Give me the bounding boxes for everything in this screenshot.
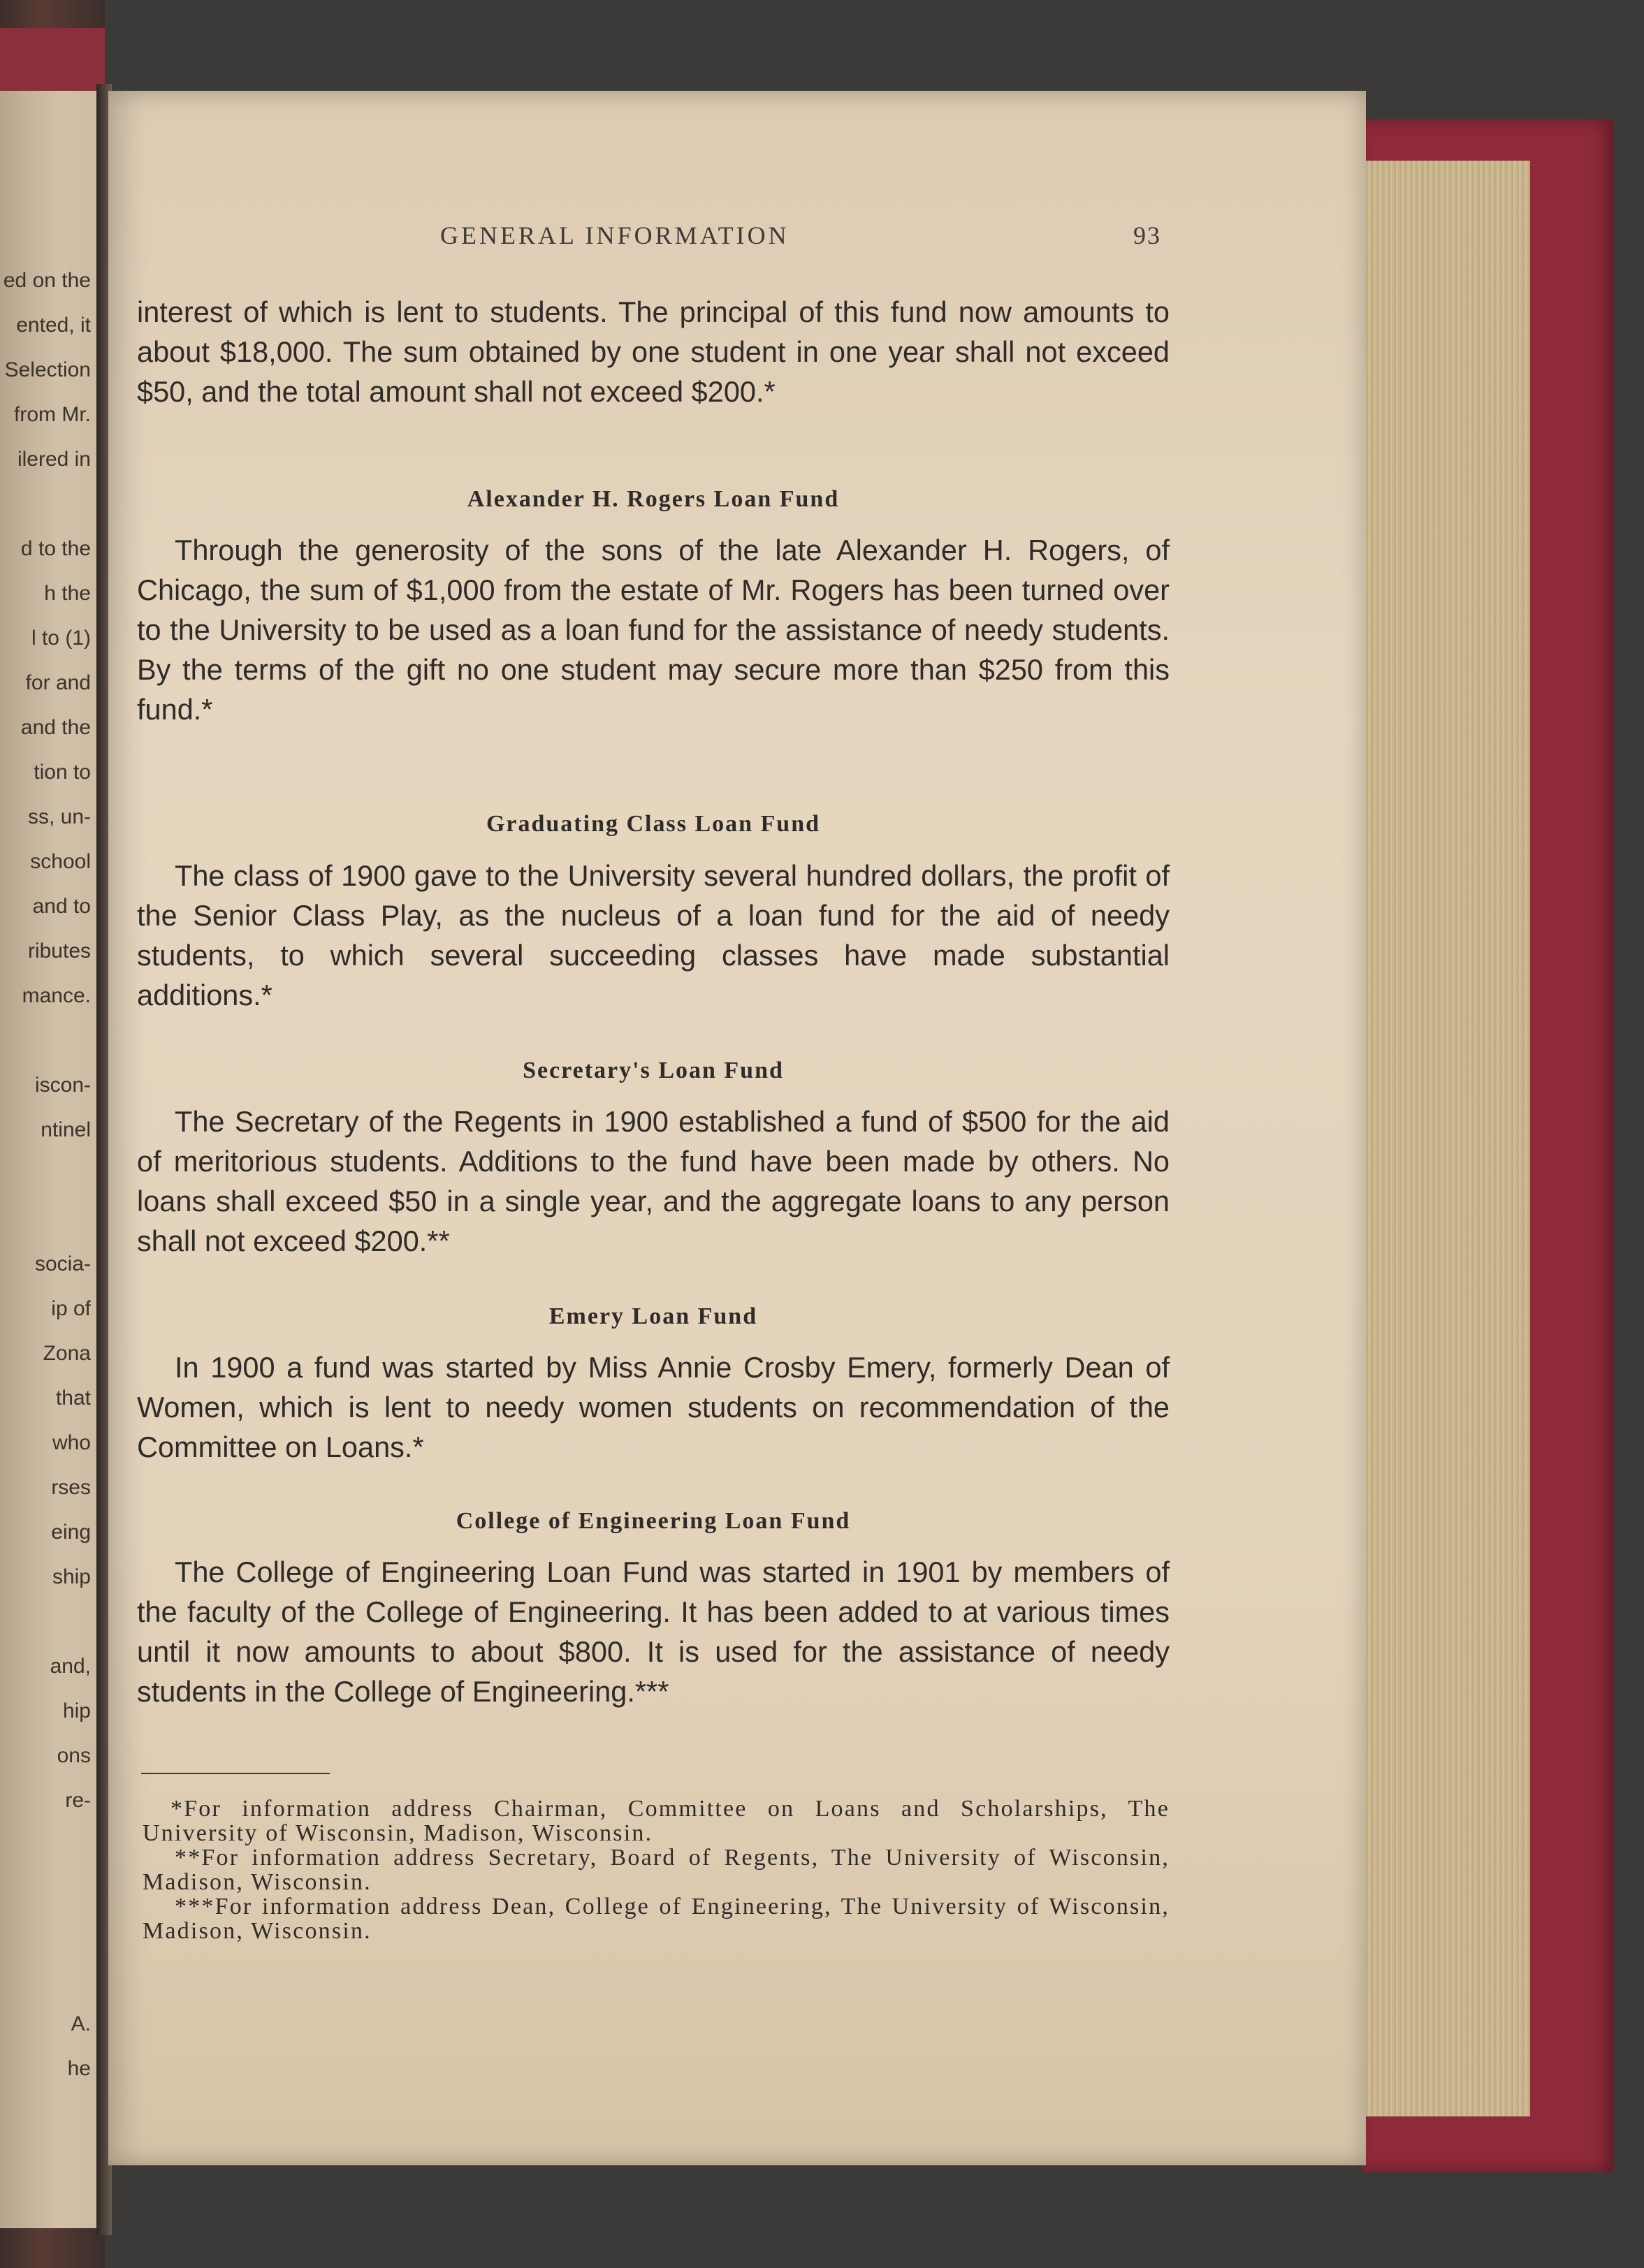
section-body-graduating-class: The class of 1900 gave to the University several hundred dollars, the profit of the Senior Class Play, as the nucleus of a loan fund for the aid of needy students, to which several succeeding classes have made substantial additions.* xyxy=(137,859,1170,1011)
previous-page-fragment: l to (1) xyxy=(31,627,91,650)
footnote: ***For information address Dean, College of Engineering, The University of Wisconsin, Madison, Wisconsin. xyxy=(143,1894,1170,1944)
footnote-rule xyxy=(141,1773,330,1774)
previous-page-fragment: who xyxy=(52,1431,91,1454)
intro-paragraph: interest of which is lent to students. The principal of this fund now amounts to about $18,000. The sum obtained by one student in one year shall not exceed $50, and the total amount shall not exceed $200.* xyxy=(137,295,1170,408)
section-heading-secretary: Secretary's Loan Fund xyxy=(523,1058,784,1083)
previous-page-fragment xyxy=(0,1912,91,1957)
previous-page-fragment: school xyxy=(30,850,91,873)
previous-page-fragment: tion to xyxy=(34,761,91,784)
previous-page-fragment: for and xyxy=(25,671,91,694)
section-heading-rogers: Alexander H. Rogers Loan Fund xyxy=(467,486,840,512)
previous-page-text-fragments xyxy=(0,258,91,2080)
previous-page-fragment xyxy=(0,1018,91,1063)
previous-page-fragment: eing xyxy=(51,1521,91,1544)
previous-page-fragment: hip xyxy=(62,1699,91,1722)
running-header: GENERAL INFORMATION xyxy=(440,221,790,249)
previous-page-fragment xyxy=(0,482,91,527)
previous-page-fragment: ip of xyxy=(51,1297,91,1320)
previous-page-fragment xyxy=(0,1153,91,1197)
previous-page-fragment: d to the xyxy=(20,537,91,560)
page-number: 93 xyxy=(1133,221,1161,249)
previous-page-fragment xyxy=(0,1868,91,1912)
previous-page-fragment: h the xyxy=(44,582,91,605)
previous-page-fragment: Selection xyxy=(4,358,91,381)
footnotes xyxy=(143,1797,1170,1943)
previous-page-fragment: from Mr. xyxy=(14,403,91,426)
previous-page-fragment: he xyxy=(67,2057,91,2080)
previous-page-fragment: and, xyxy=(50,1655,91,1678)
previous-page-fragment: ship xyxy=(52,1565,91,1588)
previous-page-fragment: ss, un- xyxy=(27,805,91,828)
previous-page-fragment xyxy=(0,1823,91,1868)
previous-page-fragment: and the xyxy=(20,716,91,739)
previous-page-fragment xyxy=(0,1600,91,1644)
section-heading-graduating-class: Graduating Class Loan Fund xyxy=(486,811,821,837)
page-block-edges xyxy=(1348,161,1530,2116)
previous-page-fragment: ed on the xyxy=(3,269,91,292)
previous-page-fragment: A. xyxy=(71,2012,91,2035)
section-body-emery: In 1900 a fund was started by Miss Annie Crosby Emery, formerly Dean of Women, which is lent to needy women students on recommendation of the Committee on Loans.* xyxy=(137,1351,1170,1463)
footnote: *For information address Chairman, Committee on Loans and Scholarships, The University of Wisconsin, Madison, Wisconsin. xyxy=(143,1796,1170,1846)
previous-page-fragment: and to xyxy=(32,895,91,918)
section-heading-engineering: College of Engineering Loan Fund xyxy=(456,1508,851,1534)
previous-page-fragment: iscon- xyxy=(34,1074,91,1097)
previous-page-fragment: mance. xyxy=(22,984,91,1007)
previous-page-fragment: rses xyxy=(51,1476,91,1499)
section-body-rogers: Through the generosity of the sons of the late Alexander H. Rogers, of Chicago, the sum of $1,000 from the estate of Mr. Rogers has been turned over to the University to be used as a loan fund for the assistance of needy students. By the terms of the gift no one student may secure more than $250 from this fund.* xyxy=(137,534,1170,726)
previous-page-fragment: ented, it xyxy=(16,314,91,337)
section-heading-emery: Emery Loan Fund xyxy=(548,1303,758,1329)
previous-page-fragment xyxy=(0,1197,91,1242)
previous-page-fragment: that xyxy=(55,1387,91,1410)
previous-page-fragment: ilered in xyxy=(17,448,91,471)
previous-page-fragment xyxy=(0,1957,91,2002)
footnote: **For information address Secretary, Board of Regents, The University of Wisconsin, Madison, Wisconsin. xyxy=(143,1845,1170,1895)
previous-page-fragment: re- xyxy=(65,1789,91,1812)
previous-page-fragment: socia- xyxy=(34,1252,91,1275)
previous-page-fragment: ributes xyxy=(27,939,91,963)
section-body-engineering: The College of Engineering Loan Fund was started in 1901 by members of the faculty of the College of Engineering. It has been added to at various times until it now amounts to about $800. It is used for the assistance of needy students in the College of Engineering.*** xyxy=(137,1556,1170,1708)
previous-page-fragment: ntinel xyxy=(41,1118,91,1141)
previous-page-fragment: Zona xyxy=(43,1342,91,1365)
previous-page-fragment: ons xyxy=(57,1744,91,1767)
section-body-secretary: The Secretary of the Regents in 1900 established a fund of $500 for the aid of meritorious students. Additions to the fund have been made by others. No loans shall exceed $50 in a single year, and the aggregate loans to any person shall not exceed $200.** xyxy=(137,1105,1170,1257)
